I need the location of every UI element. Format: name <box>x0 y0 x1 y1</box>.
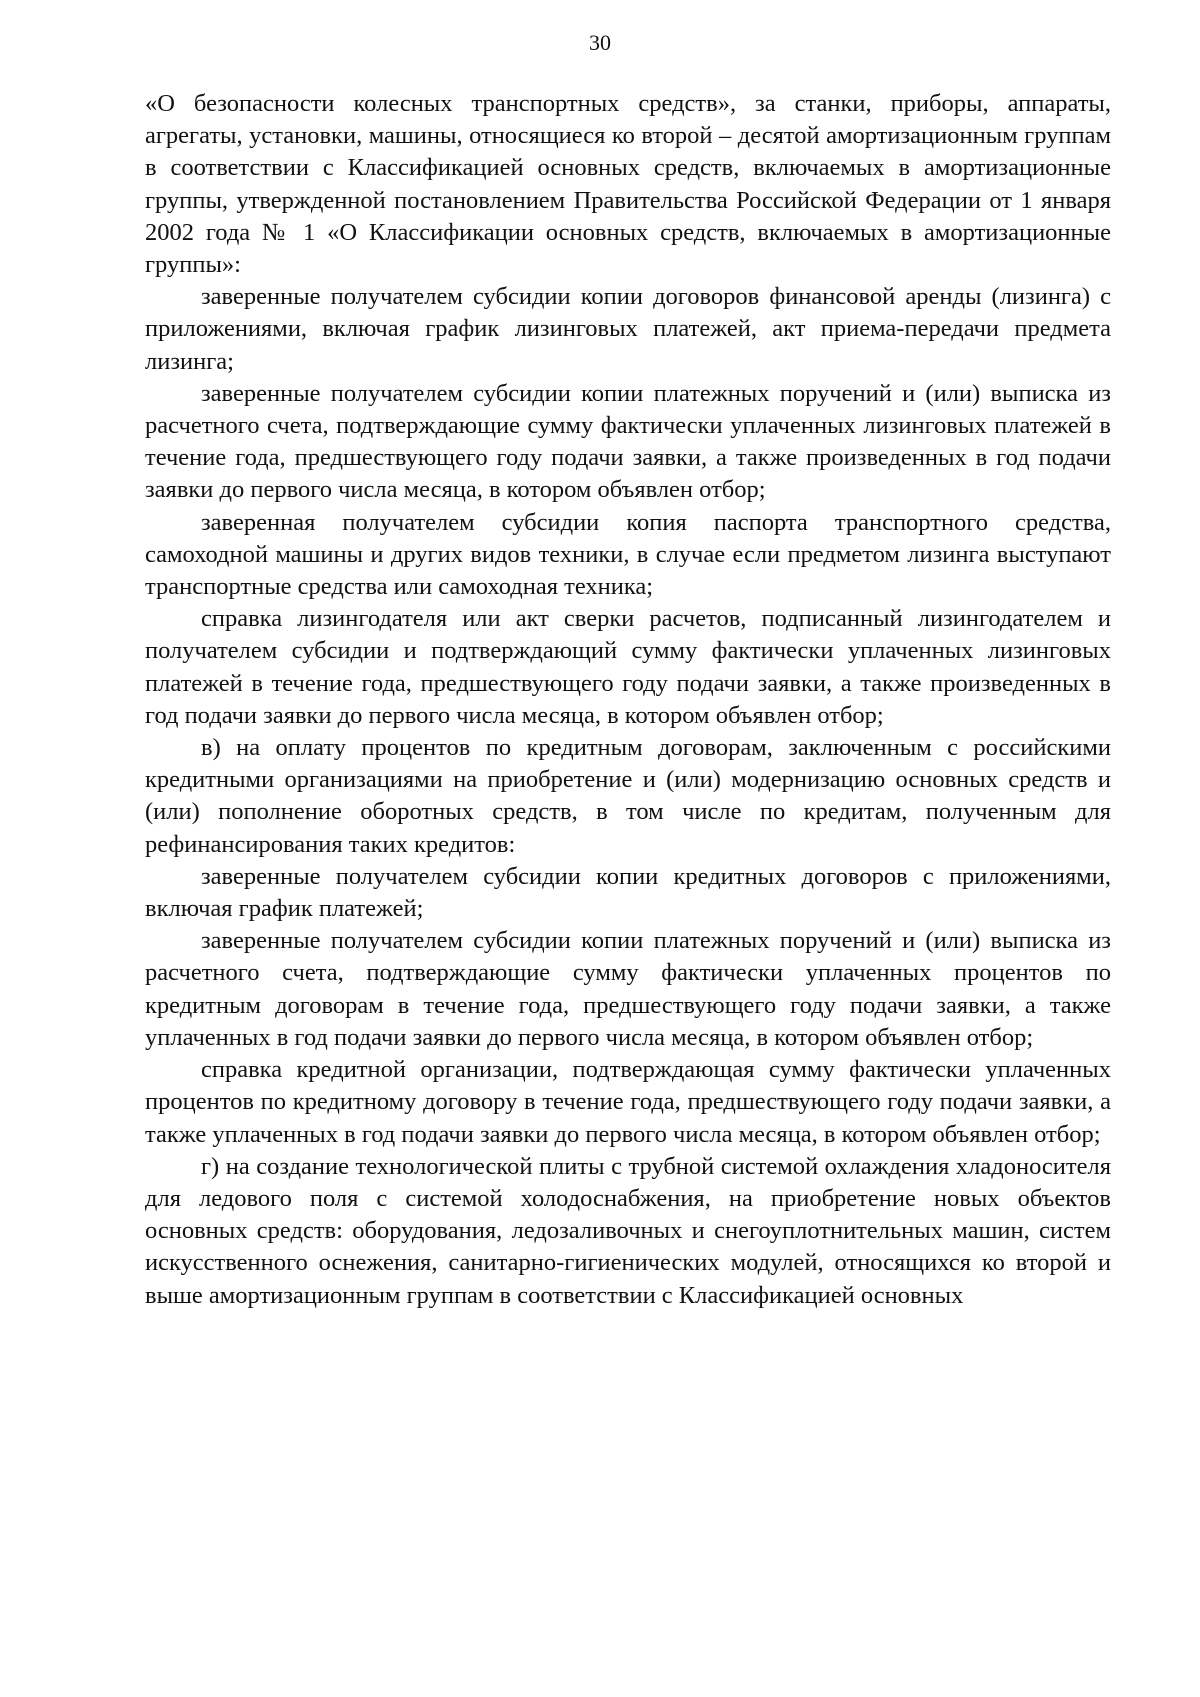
paragraph-10: г) на создание технологической плиты с трубной системой охлаждения хладоносителя для ледового поля с системой холодоснабжения, на приобретение новых объектов основных средств: оборудования, ледозаливочных и снегоуплотнительных машин, систем искусственного оснежения, санитарно-гигиенических модулей, относящихся ко второй и выше амортизационным группам в соответствии с Классификацией основных <box>145 1152 1111 1309</box>
paragraph-7: заверенные получателем субсидии копии кредитных договоров с приложениями, включая график платежей; <box>145 862 1111 923</box>
paragraph-8: заверенные получателем субсидии копии платежных поручений и (или) выписка из расчетного счета, подтверждающие сумму фактически уплаченных процентов по кредитным договорам в течение года, предшествующего году подачи заявки, а также уплаченных в год подачи заявки до первого числа месяца, в котором объявлен отбор; <box>145 927 1111 1051</box>
paragraph-6: в) на оплату процентов по кредитным договорам, заключенным с российскими кредитными организациями на приобретение и (или) модернизацию основных средств и (или) пополнение оборотных средств, в том числе по кредитам, полученным для рефинансирования таких кредитов: <box>145 734 1111 858</box>
paragraph-2: заверенные получателем субсидии копии договоров финансовой аренды (лизинга) с приложениями, включая график лизинговых платежей, акт приема-передачи предмета лизинга; <box>145 283 1111 375</box>
page-number: 30 <box>589 30 611 55</box>
paragraph-3: заверенные получателем субсидии копии платежных поручений и (или) выписка из расчетного счета, подтверждающие сумму фактически уплаченных лизинговых платежей в течение года, предшествующего году подачи заявки, а также произведенных в год подачи заявки до первого числа месяца, в котором объявлен отбор; <box>145 379 1111 504</box>
paragraph-1: «О безопасности колесных транспортных средств», за станки, приборы, аппараты, агрегаты, установки, машины, относящиеся ко второй – десятой амортизационным группам в соответствии с Классификацией основных средств, включаемых в амортизационные группы, утвержденной постановлением Правительства Российской Федерации от 1 января 2002 года № 1 «О Классификации основных средств, включаемых в амортизационные группы»: <box>145 90 1111 279</box>
paragraph-9: справка кредитной организации, подтверждающая сумму фактически уплаченных процентов по кредитному договору в течение года, предшествующего году подачи заявки, а также уплаченных в год подачи заявки до первого числа месяца, в котором объявлен отбор; <box>145 1056 1111 1148</box>
paragraph-4: заверенная получателем субсидии копия паспорта транспортного средства, самоходной машины и других видов техники, в случае если предметом лизинга выступают транспортные средства или самоходная техника; <box>145 508 1111 601</box>
paragraph-5: справка лизингодателя или акт сверки расчетов, подписанный лизингодателем и получателем субсидии и подтверждающий сумму фактически уплаченных лизинговых платежей в течение года, предшествующего году подачи заявки, а также произведенных в год подачи заявки до первого числа месяца, в котором объявлен отбор; <box>145 605 1111 729</box>
document-body <box>145 88 1111 1312</box>
